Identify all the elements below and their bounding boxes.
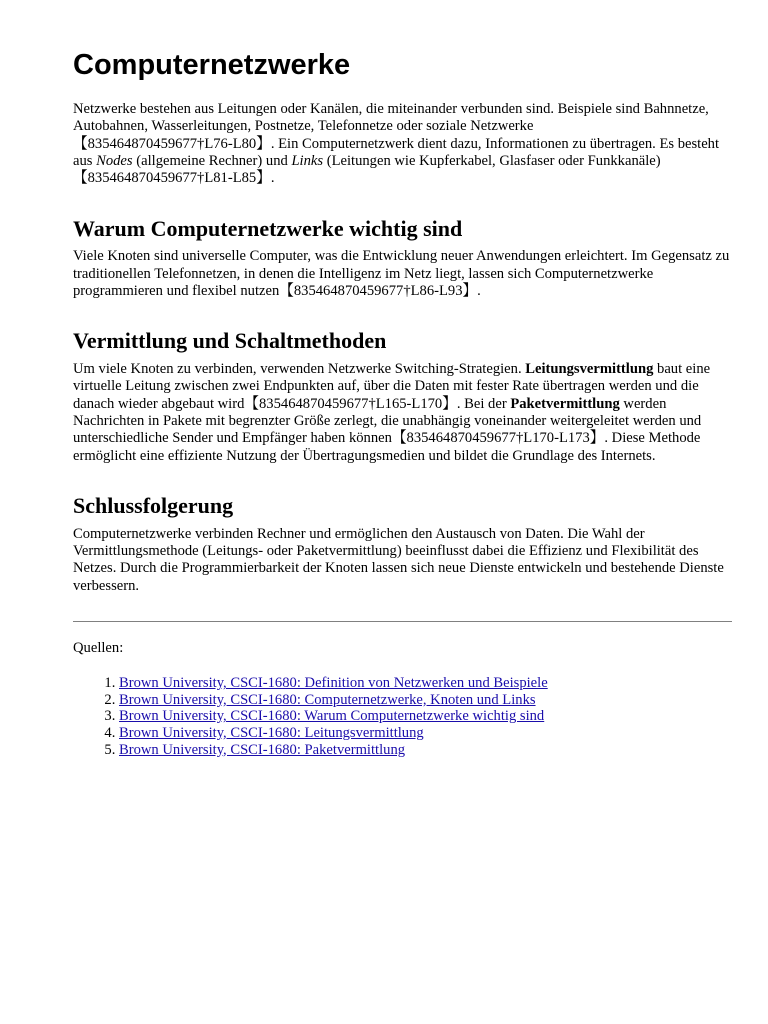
source-link[interactable]: Brown University, CSCI-1680: Warum Computernetzwerke wichtig sind	[119, 708, 545, 725]
source-link[interactable]: Brown University, CSCI-1680: Definition von Netzwerken und Beispiele	[119, 675, 548, 692]
citation: 【835464870459677†L81-L85】	[73, 170, 271, 187]
divider	[73, 621, 732, 622]
paragraph-text: .	[477, 283, 481, 300]
term-paketvermittlung: Paketvermittlung	[510, 395, 620, 412]
source-link[interactable]: Brown University, CSCI-1680: Paketvermittlung	[119, 741, 406, 758]
conclusion-paragraph: Computernetzwerke verbinden Rechner und ermöglichen den Austausch von Daten. Die Wahl der Vermittlungsmethode (Leitungs- oder Paketvermittlung) beeinflusst dabei die Effizienz und Flexibilität des Netzes. Durch die Programmierbarkeit der Knoten lassen sich neue Dienste entwickeln und bestehende Dienste verbessern.	[73, 525, 724, 594]
source-link[interactable]: Brown University, CSCI-1680: Computernetzwerke, Knoten und Links	[119, 691, 536, 708]
source-link[interactable]: Brown University, CSCI-1680: Leitungsvermittlung	[119, 725, 424, 742]
citation: 【835464870459677†L86-L93】	[279, 283, 478, 300]
intro-text: (allgemeine Rechner) und	[132, 153, 292, 170]
intro-text: . Ein Computernetzwerk dient dazu, Informationen zu übertragen. Es besteht aus	[73, 135, 720, 170]
paragraph-text: baut eine virtuelle Leitung zwischen zwei Endpunkten auf, über die Daten mit fester Rate übertragen werden und die danach wieder abgebaut wird	[73, 360, 711, 412]
intro-paragraph	[73, 101, 732, 188]
switching-paragraph	[73, 361, 732, 465]
sources-list	[73, 675, 732, 758]
paragraph-text: Um viele Knoten zu verbinden, verwenden Netzwerke Switching-Strategien.	[73, 360, 526, 377]
paragraph-text: . Diese Methode ermöglicht eine effiziente Nutzung der Übertragungsmedien und bildet die Grundlage des Internets.	[73, 430, 701, 464]
sources-label: Quellen:	[73, 640, 124, 657]
source-item	[119, 725, 732, 742]
intro-text: .	[270, 170, 275, 187]
source-item	[119, 692, 732, 709]
importance-paragraph	[73, 248, 732, 300]
term-nodes: Nodes	[96, 153, 133, 170]
paragraph-text: werden Nachrichten in Pakete mit begrenzter Größe zerlegt, die unabhängig voneinander weitergeleitet werden und unterschiedliche Sender und Empfänger haben können	[73, 395, 702, 447]
paragraph-text: Viele Knoten sind universelle Computer, was die Entwicklung neuer Anwendungen erleichtert. Im Gegensatz zu traditionellen Telefonnetzen, in denen die Intelligenz im Netz liegt, lassen sich Computernetzwerke programmieren und flexibel nutzen	[73, 248, 730, 300]
source-item	[119, 742, 732, 759]
term-leitungsvermittlung: Leitungsvermittlung	[525, 360, 654, 377]
intro-text: (Leitungen wie Kupferkabel, Glasfaser oder Funkkanäle)	[323, 153, 661, 170]
intro-text: Netzwerke bestehen aus Leitungen oder Kanälen, die miteinander verbunden sind. Beispiele sind Bahnnetze, Autobahnen, Wasserleitungen, Postnetze, Telefonnetze oder soziale Netzwerke	[73, 100, 709, 135]
section-heading-switching: Vermittlung und Schaltmethoden	[73, 328, 387, 354]
paragraph-text: . Bei der	[456, 395, 511, 412]
citation: 【835464870459677†L76-L80】	[73, 135, 271, 152]
section-heading-conclusion: Schlussfolgerung	[73, 493, 234, 519]
source-item	[119, 708, 732, 725]
section-heading-importance: Warum Computernetzwerke wichtig sind	[73, 215, 463, 241]
page-title: Computernetzwerke	[73, 49, 351, 81]
term-links: Links	[291, 153, 324, 170]
citation: 【835464870459677†L165-L170】	[244, 395, 457, 412]
citation: 【835464870459677†L170-L173】	[391, 430, 605, 447]
source-item	[119, 675, 732, 692]
